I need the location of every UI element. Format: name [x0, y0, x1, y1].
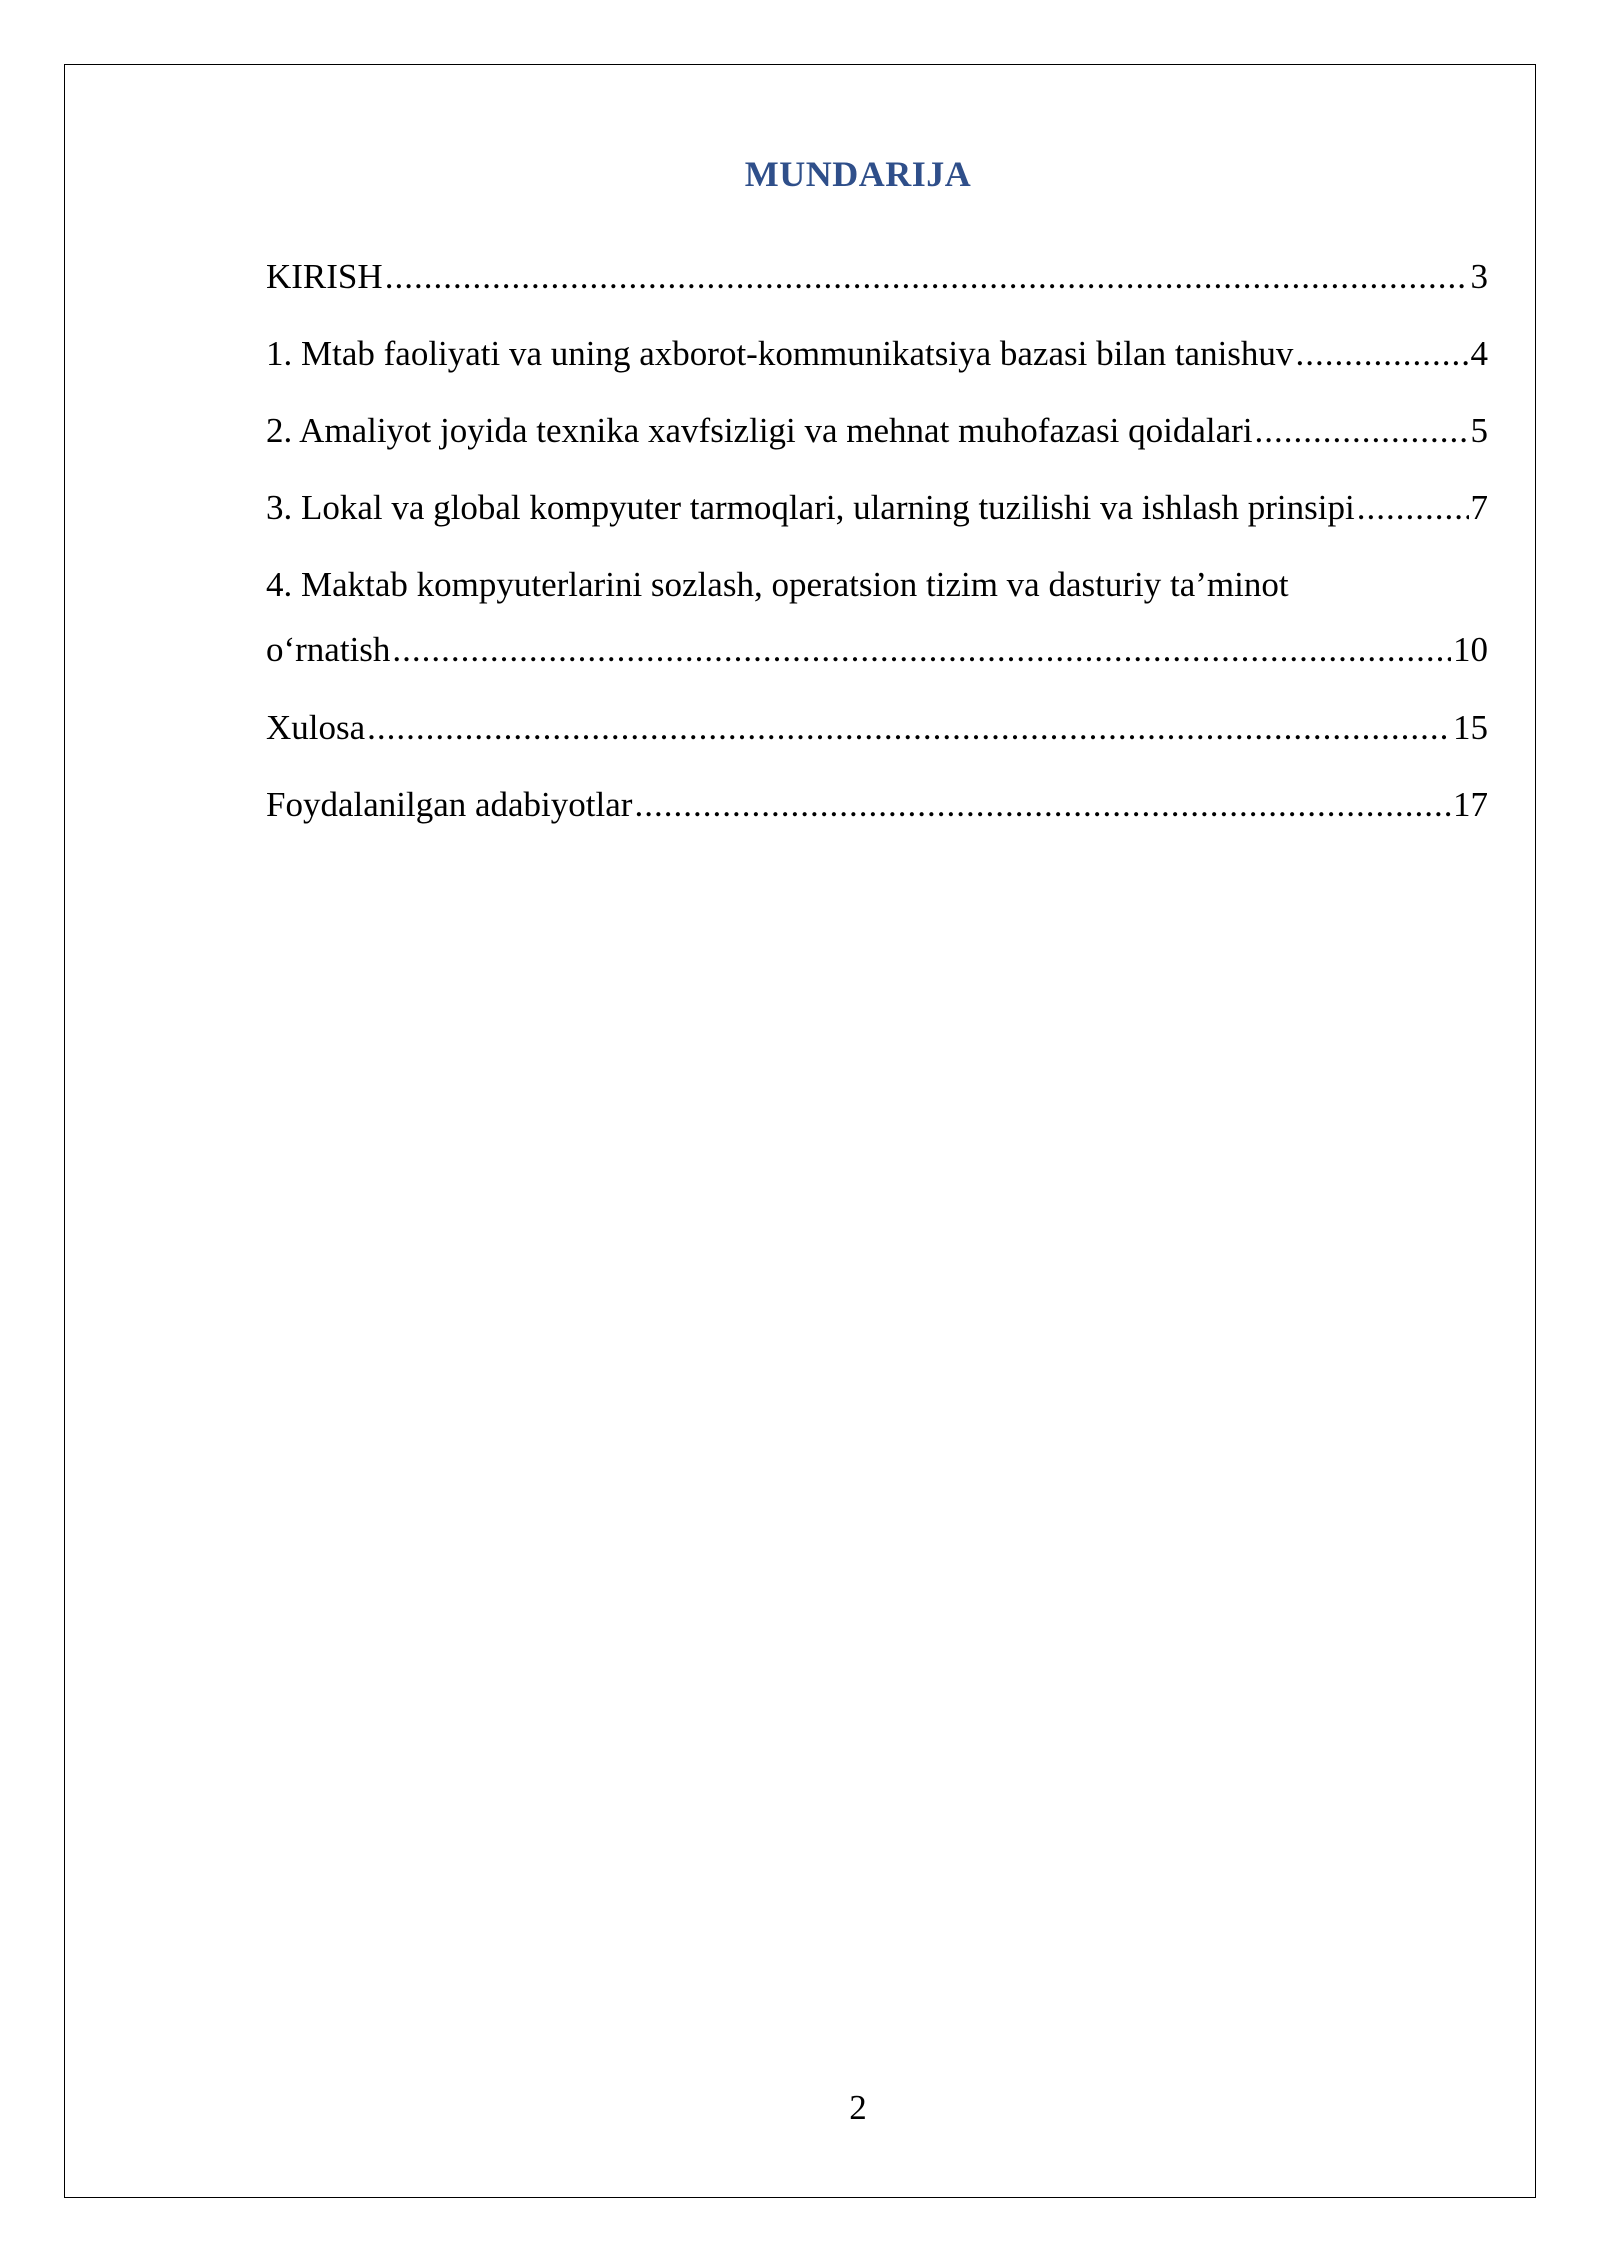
toc-entry-xulosa[interactable]: [266, 696, 1488, 760]
toc-entry-4[interactable]: [266, 553, 1488, 683]
toc-entry-2[interactable]: [266, 399, 1488, 463]
toc-leader-dots: [634, 773, 1451, 837]
toc-entry-label-line1: 4. Maktab kompyuterlarini sozlash, operatsion tizim va dasturiy ta’minot: [266, 565, 1289, 604]
toc-entry-page: 3: [1470, 257, 1488, 296]
toc-entry-page: 10: [1453, 630, 1488, 669]
toc-leader-dots: [1255, 399, 1469, 463]
toc-entry-label: 3. Lokal va global kompyuter tarmoqlari, ularning tuzilishi va ishlash prinsipi: [266, 488, 1355, 527]
table-of-contents: [266, 245, 1488, 850]
toc-leader-dots: [367, 696, 1451, 760]
toc-entry-label-line2: o‘rnatish: [266, 630, 391, 669]
toc-entry-3[interactable]: [266, 476, 1488, 540]
toc-title: MUNDARIJA: [744, 154, 972, 194]
toc-entry-adabiyotlar[interactable]: [266, 773, 1488, 837]
toc-entry-kirish[interactable]: [266, 245, 1488, 309]
toc-leader-dots: [385, 245, 1469, 309]
toc-leader-dots: [392, 617, 1451, 683]
toc-entry-page: 15: [1453, 708, 1488, 747]
toc-leader-dots: [1357, 476, 1469, 540]
toc-entry-page: 4: [1470, 334, 1488, 373]
toc-entry-1[interactable]: [266, 322, 1488, 386]
toc-entry-page: 5: [1470, 411, 1488, 450]
toc-entry-label: Foydalanilgan adabiyotlar: [266, 785, 633, 824]
toc-entry-label: KIRISH: [266, 257, 383, 296]
toc-leader-dots: [1295, 322, 1468, 386]
toc-entry-label: Xulosa: [266, 708, 366, 747]
toc-entry-page: 17: [1453, 785, 1488, 824]
toc-entry-label: 1. Mtab faoliyati va uning axborot-kommunikatsiya bazasi bilan tanishuv: [266, 334, 1294, 373]
toc-entry-page: 7: [1470, 488, 1488, 527]
page-number: 2: [849, 2088, 867, 2127]
toc-entry-label: 2. Amaliyot joyida texnika xavfsizligi va mehnat muhofazasi qoidalari: [266, 411, 1253, 450]
